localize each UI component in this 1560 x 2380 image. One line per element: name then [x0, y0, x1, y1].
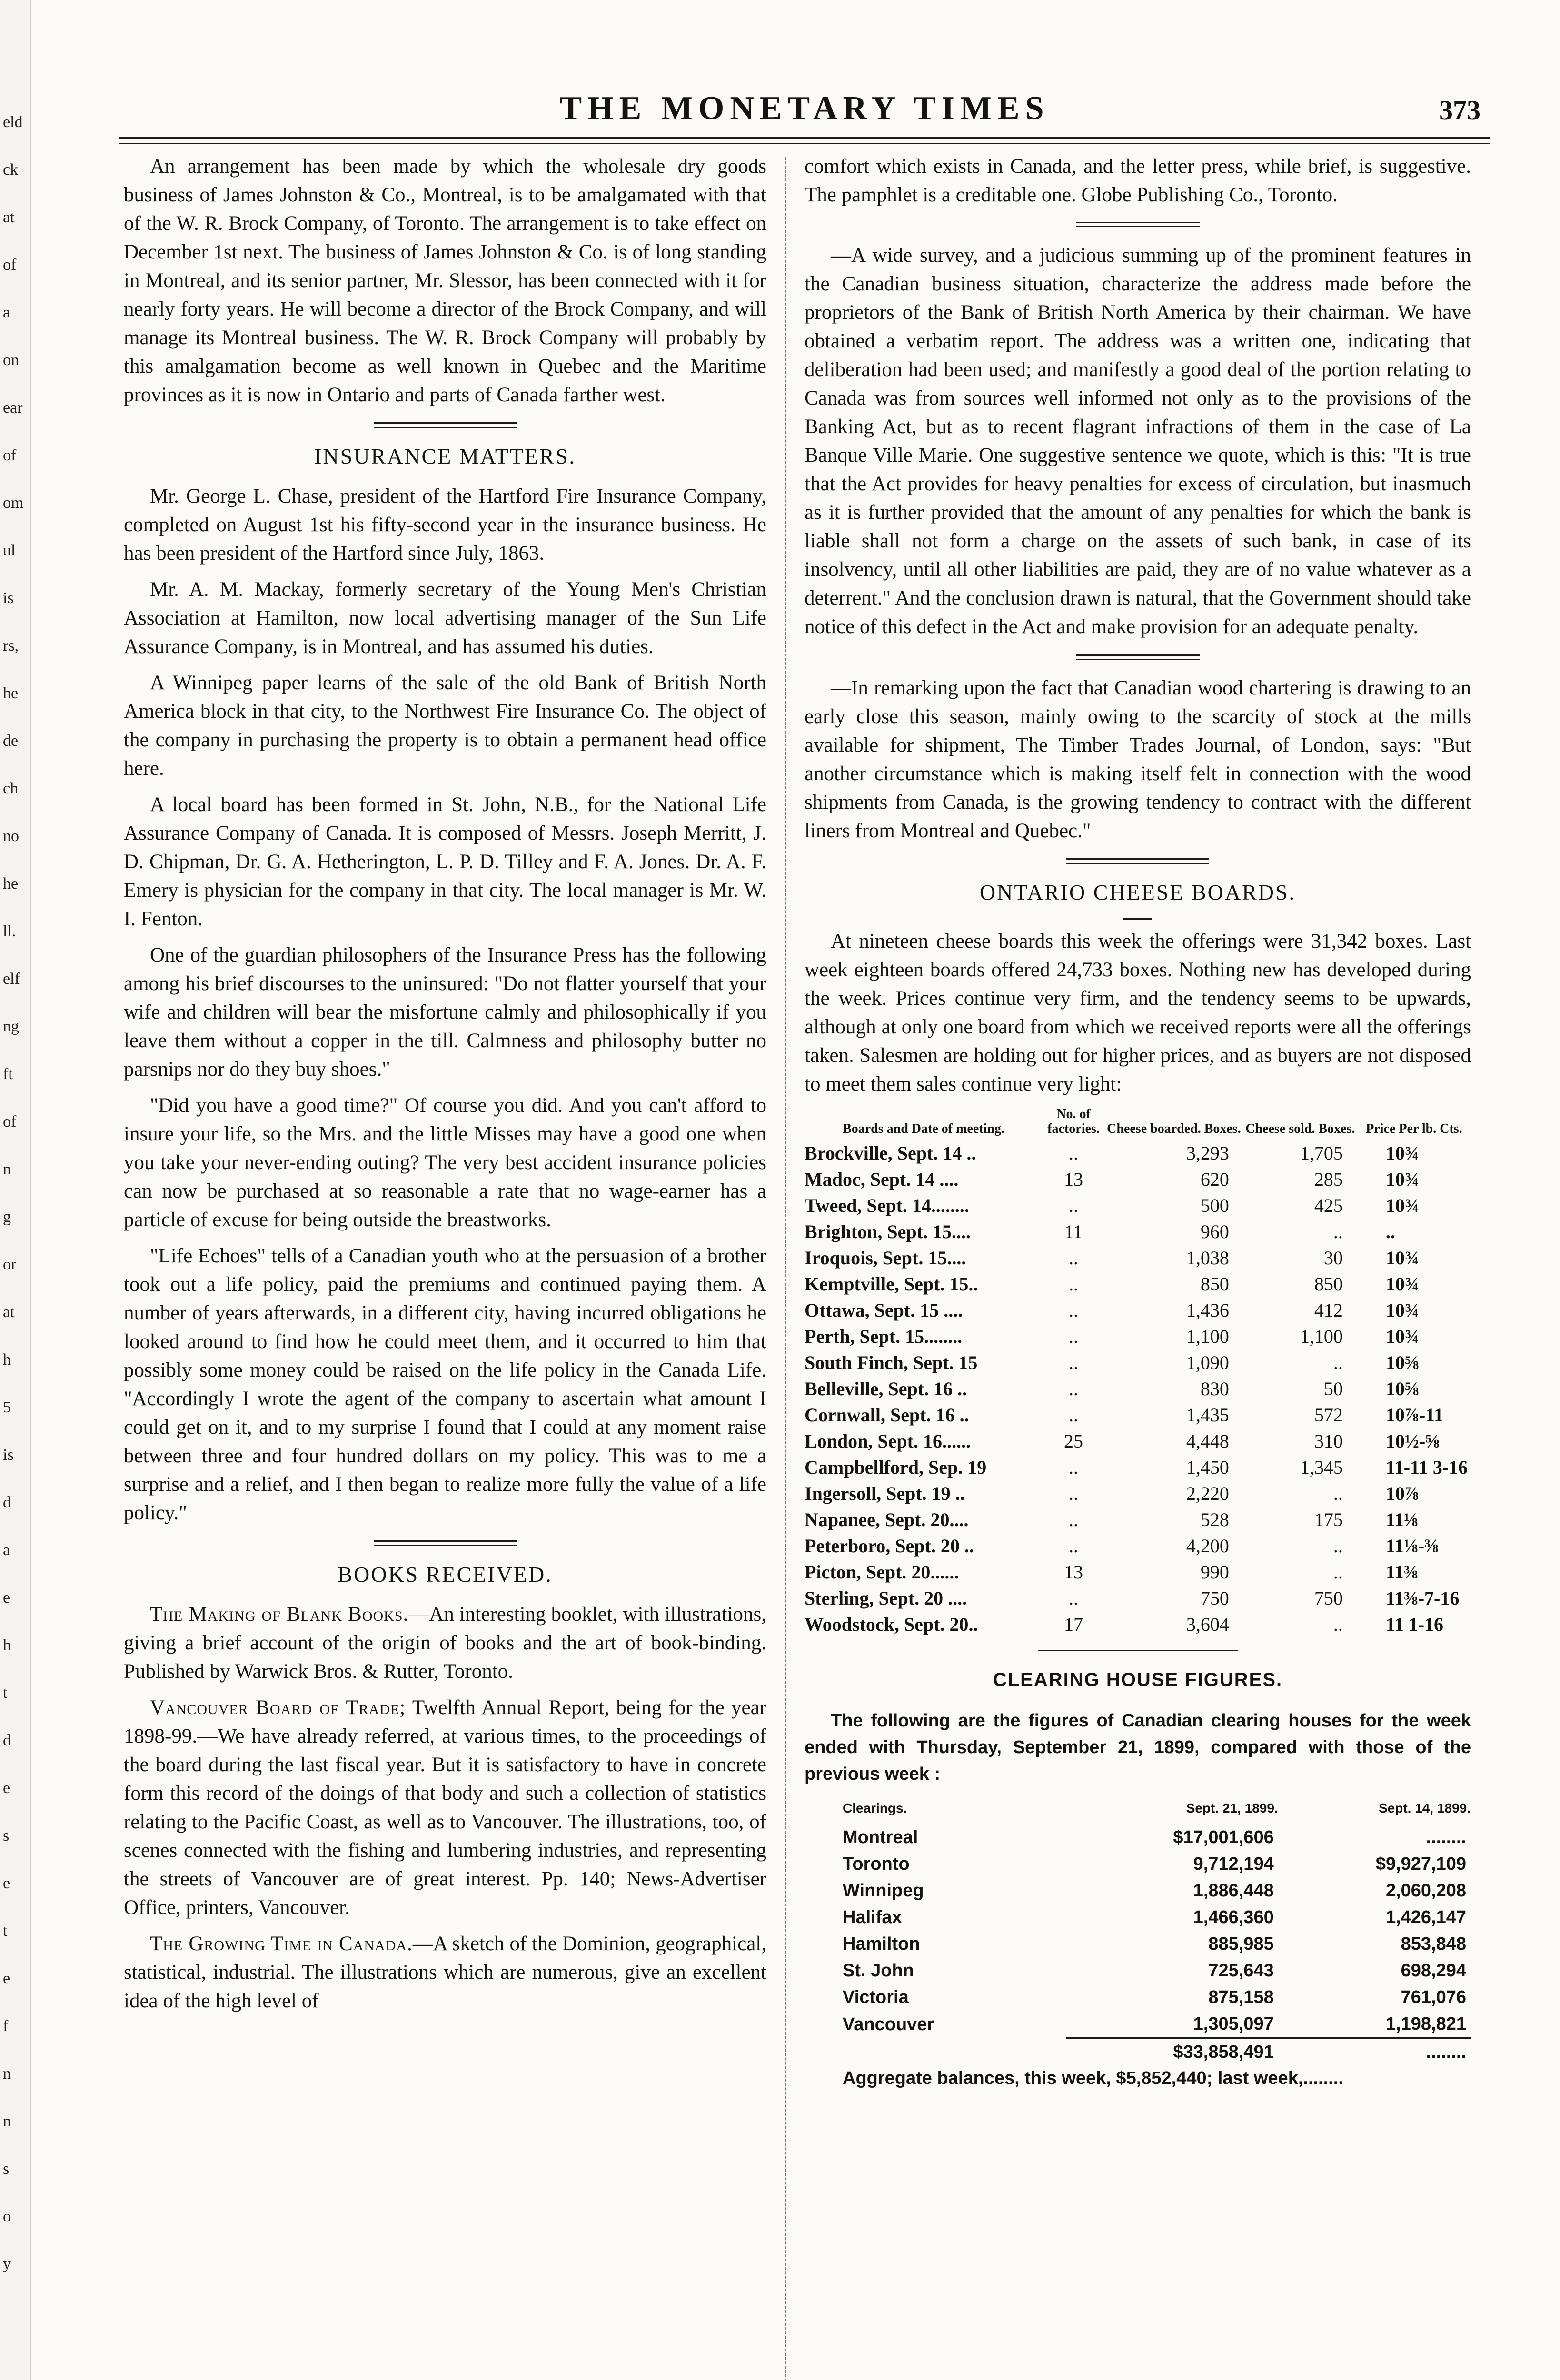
margin-fragment: y [3, 2255, 11, 2273]
margin-fragment: n [3, 1160, 11, 1178]
table-cell: 1,436 [1186, 1299, 1229, 1321]
section-rule-thin [1076, 659, 1200, 660]
table-cell: 698,294 [1401, 1961, 1466, 1981]
table-cell: Vancouver [843, 2014, 934, 2034]
table-cell: Halifax [843, 1907, 902, 1927]
table-row [805, 1984, 1471, 2011]
column-header: Clearings. [843, 1801, 907, 1815]
table-cell: Picton, Sept. 20...... [805, 1561, 959, 1583]
table-cell: 10¾ [1385, 1142, 1419, 1164]
margin-fragment: e [3, 1589, 10, 1606]
margin-fragment: d [3, 1732, 11, 1749]
table-cell: Peterboro, Sept. 20 .. [805, 1535, 974, 1557]
table-cell: 1,466,360 [1193, 1907, 1274, 1927]
table-row [805, 1454, 1471, 1480]
margin-fragment: d [3, 1494, 11, 1511]
clearing-house-heading: CLEARING HOUSE FIGURES. [993, 1669, 1283, 1690]
table-row [805, 1507, 1471, 1533]
table-cell: 10⅝ [1385, 1352, 1419, 1373]
adjacent-page-edge [0, 0, 31, 2380]
table-cell: Brockville, Sept. 14 .. [805, 1142, 976, 1164]
margin-fragment: he [3, 875, 19, 892]
margin-fragment: no [3, 827, 19, 845]
table-row [805, 1931, 1471, 1957]
table-cell: 750 [1200, 1587, 1229, 1609]
table-cell: 528 [1200, 1509, 1229, 1530]
margin-fragment: e [3, 1779, 10, 1797]
table-cell: 11 [1064, 1221, 1083, 1242]
table-cell: .. [1333, 1614, 1343, 1635]
table-cell: 885,985 [1208, 1934, 1274, 1954]
table-cell: 761,076 [1401, 1987, 1466, 2007]
table-cell: 1,100 [1186, 1326, 1229, 1347]
table-row [805, 1904, 1471, 1931]
table-cell: 1,886,448 [1193, 1881, 1274, 1901]
book-entry [124, 1600, 766, 1686]
brock-amalgamation-article: An arrangement has been made by which the wholesale dry goods business of James Johnston & Co., Montreal, is to be amalgamated with that of the W. R. Brock Company, of Toronto. The arrangement is to take effect on December 1st next. The business of James Johnston & Co. is of long standing in Montreal, and its senior partner, Mr. Slessor, has been connected with it for nearly forty years. He will become a director of the Brock Company, and will manage its Montreal business. The W. R. Brock Company will probably by this amalgamation become as well known in Quebec and the Maritime provinces as it is now in Ontario and parts of Canada farther west. [124, 155, 766, 406]
book-description: —A sketch of the Dominion, geographical, statistical, industrial. The illustrations which are numerous, give an excellent idea of the high level of [124, 1933, 766, 2012]
insurance-paragraph: Mr. George L. Chase, president of the Hartford Fire Insurance Company, completed on August 1st his fifty-second year in the insurance business. He has been president of the Hartford since July, 1863. [124, 485, 766, 565]
section-rule [374, 1540, 517, 1542]
table-cell: 11⅛ [1385, 1509, 1418, 1530]
table-cell: Napanee, Sept. 20.... [805, 1509, 969, 1530]
header-rule [119, 137, 1490, 139]
header-rule-thin [119, 143, 1490, 144]
column-divider [785, 157, 786, 2380]
table-cell: .. [1069, 1378, 1078, 1399]
table-cell: 425 [1314, 1195, 1343, 1216]
table-cell: 10⅞-11 [1385, 1404, 1444, 1426]
margin-fragment: n [3, 2112, 11, 2130]
table-cell: ........ [1426, 1827, 1466, 1847]
margin-fragment: eld [3, 113, 23, 131]
table-row [805, 1428, 1471, 1454]
margin-fragment: or [3, 1256, 17, 1273]
table-cell: 1,198,821 [1385, 2014, 1466, 2034]
margin-fragment: f [3, 2017, 9, 2035]
margin-fragment: o [3, 2208, 11, 2225]
table-cell: 1,705 [1300, 1142, 1343, 1164]
table-row [805, 1297, 1471, 1323]
table-cell: Toronto [843, 1854, 910, 1874]
table-row [805, 1559, 1471, 1585]
margin-fragment: s [3, 1827, 10, 1844]
table-cell: 1,450 [1186, 1457, 1229, 1478]
table-cell: Winnipeg [843, 1881, 924, 1901]
insurance-paragraph: A local board has been formed in St. John, N.B., for the National Life Assurance Company of Canada. It is composed of Messrs. Joseph Merritt, J. D. Chipman, Dr. G. A. Hetherington, L. P. D. Tilley and F. A. Jones. Dr. A. F. Emery is physician for the company in that city. The local manager is Mr. W. I. Fenton. [124, 793, 766, 930]
section-rule [374, 422, 517, 424]
table-cell: 11 1-16 [1385, 1614, 1444, 1635]
table-cell: 25 [1064, 1430, 1083, 1452]
section-rule [1076, 654, 1200, 656]
table-cell: .. [1333, 1483, 1343, 1504]
table-row [805, 2011, 1471, 2038]
table-cell: Montreal [843, 1827, 918, 1847]
section-rule [1066, 858, 1209, 860]
table-cell: 2,220 [1186, 1483, 1229, 1504]
table-cell: 850 [1200, 1273, 1229, 1295]
margin-fragment: ng [3, 1018, 19, 1035]
table-cell: 500 [1200, 1195, 1229, 1216]
column-header: Sept. 21, 1899. [1186, 1801, 1278, 1815]
margin-fragment: a [3, 1541, 10, 1559]
table-cell: .. [1069, 1587, 1078, 1609]
table-cell: $9,927,109 [1375, 1854, 1466, 1874]
insurance-matters-heading: INSURANCE MATTERS. [314, 444, 576, 468]
margin-fragment: elf [3, 970, 20, 988]
clearing-house-intro: The following are the figures of Canadian clearing houses for the week ended with Thursday, September 21, 1899, compared with those of the previous week : [805, 1711, 1471, 1784]
table-header-row [805, 1795, 1471, 1824]
cheese-boards-intro: At nineteen cheese boards this week the offerings were 31,342 boxes. Last week eighteen boards offered 24,733 boxes. Nothing new has developed during the week. Prices continue very firm, and the tendency seems to be upwards, although at only one board from which we received reports were all the offerings taken. Salesmen are holding out for higher prices, and as buyers are not disposed to meet them sales continue very light: [805, 930, 1471, 1095]
table-cell: 30 [1323, 1247, 1343, 1269]
table-cell: 285 [1314, 1169, 1343, 1190]
table-cell: Hamilton [843, 1934, 920, 1954]
margin-fragment: h [3, 1636, 11, 1654]
table-cell: Kemptville, Sept. 15.. [805, 1273, 978, 1295]
aggregate-balances: Aggregate balances, this week, $5,852,440; last week,........ [843, 2068, 1343, 2088]
table-cell: 10½-⅝ [1385, 1430, 1440, 1452]
table-cell: .. [1069, 1483, 1078, 1504]
table-cell: .. [1069, 1404, 1078, 1426]
table-cell: Ottawa, Sept. 15 .... [805, 1299, 963, 1321]
margin-fragment: ft [3, 1065, 13, 1083]
table-cell: .. [1333, 1561, 1343, 1583]
table-cell: $17,001,606 [1173, 1827, 1274, 1847]
table-cell: 830 [1200, 1378, 1229, 1399]
table-cell: 10¾ [1385, 1195, 1419, 1216]
table-cell: $33,858,491 [1066, 2038, 1279, 2066]
table-cell: 10¾ [1385, 1169, 1419, 1190]
book-description: —An interesting booklet, with illustrations, giving a brief account of the origin of books and the art of book-binding. Published by Warwick Bros. & Rutter, Toronto. [124, 1603, 766, 1683]
table-cell: 620 [1200, 1169, 1229, 1190]
table-cell: 725,643 [1208, 1961, 1274, 1981]
table-cell: .. [1069, 1299, 1078, 1321]
table-cell: 960 [1200, 1221, 1229, 1242]
table-cell: .. [1069, 1457, 1078, 1478]
table-cell: .. [1385, 1221, 1395, 1242]
table-cell: Perth, Sept. 15........ [805, 1326, 963, 1347]
section-rule-thin [374, 1545, 517, 1546]
table-cell: 572 [1314, 1404, 1343, 1426]
table-cell: .. [1069, 1352, 1078, 1373]
margin-fragment: on [3, 351, 19, 369]
table-row [805, 1533, 1471, 1559]
left-column [124, 152, 766, 2023]
margin-fragment: of [3, 256, 17, 274]
table-cell: London, Sept. 16...... [805, 1430, 971, 1452]
table-cell: Brighton, Sept. 15.... [805, 1221, 971, 1242]
margin-fragment: of [3, 446, 17, 464]
table-cell: .. [1069, 1273, 1078, 1295]
insurance-paragraph: One of the guardian philosophers of the Insurance Press has the following among his brief discourses to the uninsured: "Do not flatter yourself that your wife and children will bear the misfortune calmly and philosophically if you leave them without a copper in the till. Calmness and philosophy butter no parsnips nor do they buy shoes." [124, 944, 766, 1081]
table-cell: .. [1069, 1247, 1078, 1269]
table-cell: 1,345 [1300, 1457, 1343, 1478]
table-cell: St. John [843, 1961, 914, 1981]
table-cell: 412 [1314, 1299, 1343, 1321]
table-cell: 1,305,097 [1193, 2014, 1274, 2034]
margin-fragment: is [3, 589, 14, 607]
table-cell: 10¾ [1385, 1247, 1419, 1269]
margin-fragment: n [3, 2065, 11, 2082]
table-cell: 4,448 [1186, 1430, 1229, 1452]
books-continuation: comfort which exists in Canada, and the letter press, while brief, is suggestive. The pamphlet is a creditable one. Globe Publishing Co., Toronto. [805, 155, 1471, 206]
section-rule [1076, 222, 1200, 223]
page-number: 373 [1439, 95, 1481, 126]
table-cell: Madoc, Sept. 14 .... [805, 1169, 959, 1190]
table-cell: 850 [1314, 1273, 1343, 1295]
table-cell: 1,426,147 [1385, 1907, 1466, 1927]
table-cell: 10¾ [1385, 1273, 1419, 1295]
table-row [805, 1611, 1471, 1637]
column-header: Price Per lb. Cts. [1366, 1121, 1462, 1136]
cheese-boards-heading: ONTARIO CHEESE BOARDS. [979, 880, 1296, 904]
table-row [805, 1376, 1471, 1402]
table-cell: 10¾ [1385, 1326, 1419, 1347]
section-rule-thin [1076, 226, 1200, 227]
margin-fragment: he [3, 684, 19, 702]
table-cell: South Finch, Sept. 15 [805, 1352, 978, 1373]
table-cell: 11-11 3-16 [1385, 1457, 1468, 1478]
table-cell: 4,200 [1186, 1535, 1229, 1557]
table-cell: Campbellford, Sep. 19 [805, 1457, 987, 1478]
margin-fragment: s [3, 2160, 10, 2178]
section-rule [1038, 1650, 1238, 1651]
table-cell: 3,604 [1186, 1614, 1229, 1635]
table-cell: ........ [1279, 2038, 1471, 2066]
table-cell: Cornwall, Sept. 16 .. [805, 1404, 969, 1426]
table-cell: 10⅞ [1385, 1483, 1419, 1504]
book-description: Twelfth Annual Report, being for the year 1898-99.—We have already referred, at various times, to the proceedings of the board during the last fiscal year. But it is satisfactory to have in concrete form this record of the doings of that body and such a collection of statistics relating to the Pacific Coast, as well as to Vancouver. The illustrations, too, of scenes connected with the fishing and lumbering industries, and representing the streets of Vancouver are of great interest. Pp. 140; News-Advertiser Office, printers, Vancouver. [124, 1696, 767, 1919]
margin-fragment: 5 [3, 1398, 11, 1416]
heading-dash [1123, 918, 1152, 920]
table-cell: 10¾ [1385, 1299, 1419, 1321]
book-entry [124, 1930, 766, 2015]
table-cell: Tweed, Sept. 14........ [805, 1195, 969, 1216]
table-cell: .. [1069, 1509, 1078, 1530]
table-row [805, 1877, 1471, 1904]
margin-fragment: ear [3, 399, 23, 416]
table-row [805, 1851, 1471, 1877]
table-cell: 1,090 [1186, 1352, 1229, 1373]
table-cell: 3,293 [1186, 1142, 1229, 1164]
table-cell: 875,158 [1208, 1987, 1274, 2007]
margin-fragment: de [3, 732, 19, 750]
margin-fragment: rs, [3, 637, 19, 654]
page-header [119, 89, 1490, 132]
table-cell: Iroquois, Sept. 15.... [805, 1247, 966, 1269]
cheese-boards-table [805, 1106, 1471, 1637]
margin-fragment: e [3, 1874, 10, 1892]
table-cell: 11⅜-7-16 [1385, 1587, 1460, 1609]
publication-title: THE MONETARY TIMES [559, 90, 1050, 127]
table-cell: 11⅜ [1385, 1561, 1418, 1583]
insurance-paragraph: A Winnipeg paper learns of the sale of the old Bank of British North America block in that city, to the Northwest Fire Insurance Co. The object of the company in purchasing the property is to obtain a permanent head office here. [124, 672, 766, 780]
table-cell: Belleville, Sept. 16 .. [805, 1378, 967, 1399]
table-cell: 1,100 [1300, 1326, 1343, 1347]
margin-fragment: a [3, 304, 10, 321]
table-row [805, 1219, 1471, 1245]
table-row [805, 1166, 1471, 1192]
table-cell: 13 [1064, 1561, 1083, 1583]
margin-fragment: t [3, 1922, 8, 1940]
margin-fragment: ck [3, 161, 19, 178]
book-title: The Growing Time in Canada. [150, 1933, 413, 1955]
right-column [805, 152, 1471, 2091]
table-cell: .. [1333, 1352, 1343, 1373]
table-header-row [805, 1106, 1471, 1140]
table-cell: Ingersoll, Sept. 19 .. [805, 1483, 965, 1504]
table-cell: 750 [1314, 1587, 1343, 1609]
margin-fragment: ch [3, 780, 19, 797]
margin-fragment: t [3, 1684, 8, 1702]
table-row [805, 1402, 1471, 1428]
books-received-heading: BOOKS RECEIVED. [338, 1562, 553, 1587]
table-cell: 175 [1314, 1509, 1343, 1530]
table-row [805, 1824, 1471, 1851]
table-cell: 13 [1064, 1169, 1083, 1190]
table-cell: 10⅝ [1385, 1378, 1419, 1399]
table-cell: Victoria [843, 1987, 909, 2007]
table-row [805, 1480, 1471, 1507]
margin-fragment: ll. [3, 922, 16, 940]
table-cell: .. [1069, 1326, 1078, 1347]
margin-fragment: ul [3, 542, 16, 559]
column-header: Cheese sold. Boxes. [1245, 1121, 1355, 1136]
table-cell: 50 [1323, 1378, 1343, 1399]
table-cell: .. [1333, 1535, 1343, 1557]
table-cell: .. [1069, 1142, 1078, 1164]
table-cell: 853,848 [1401, 1934, 1466, 1954]
table-cell: 1,435 [1186, 1404, 1229, 1426]
table-cell: .. [1333, 1221, 1343, 1242]
table-cell [805, 2038, 1066, 2066]
column-header: Boards and Date of meeting. [843, 1121, 1004, 1136]
table-cell: 9,712,194 [1193, 1854, 1274, 1874]
table-row [805, 1245, 1471, 1271]
table-cell: 11⅛-⅜ [1385, 1535, 1439, 1557]
table-row [805, 1140, 1471, 1166]
column-header: Sept. 14, 1899. [1378, 1801, 1471, 1815]
table-row [805, 1957, 1471, 1984]
insurance-paragraph: "Life Echoes" tells of a Canadian youth who at the persuasion of a brother took out a life policy, paid the premiums and continued paying them. A number of years afterwards, in a different city, having incurred obligations he looked around to find how he could meet them, and it occurred to him that possibly some money could be raised on the life policy in the Canada Life. "Accordingly I wrote the agent of the company to ascertain what amount I could get on it, and to my surprise I found that I could at any moment raise between three and four hundred dollars on my policy. This was to me a surprise and a relief, and I then began to realize more fully the value of a life policy." [124, 1245, 766, 1524]
table-cell: 310 [1314, 1430, 1343, 1452]
table-cell: .. [1069, 1195, 1078, 1216]
section-rule-thin [1066, 863, 1209, 864]
column-header: Cheese boarded. Boxes. [1107, 1121, 1241, 1136]
table-cell: 990 [1200, 1561, 1229, 1583]
insurance-paragraph: Mr. A. M. Mackay, formerly secretary of the Young Men's Christian Association at Hamilton, now local advertising manager of the Sun Life Assurance Company, is in Montreal, and has assumed his duties. [124, 578, 766, 658]
table-row [805, 1585, 1471, 1611]
margin-fragment: e [3, 1970, 10, 1987]
table-cell: .. [1069, 1535, 1078, 1557]
margin-fragment: is [3, 1446, 14, 1464]
margin-fragment: at [3, 1303, 15, 1321]
table-total-row [805, 2038, 1471, 2066]
insurance-paragraph: "Did you have a good time?" Of course you did. And you can't afford to insure your life, so the Mrs. and the little Misses may have a good one when you take your never-ending outing? The very best accident insurance policies can now be purchased at so reasonable a rate that no wage-earner has a particle of excuse for being outside the breastworks. [124, 1094, 766, 1231]
margin-fragment: h [3, 1351, 11, 1368]
table-cell: Sterling, Sept. 20 .... [805, 1587, 967, 1609]
table-row [805, 1271, 1471, 1297]
table-cell: 17 [1064, 1614, 1083, 1635]
book-entry [124, 1694, 766, 1922]
bank-of-british-north-america-paragraph: —A wide survey, and a judicious summing up of the prominent features in the Canadian business situation, characterize the address made before the proprietors of the Bank of British North America by their chairman. We have obtained a verbatim report. The address was a written one, indicating that deliberation had been used; and manifestly a good deal of the portion relating to Canada was from sources well informed not only as to the provisions of the Banking Act, but as to recent flagrant infractions of them in the case of La Banque Ville Marie. One suggestive sentence we quote, which is this: "It is true that the Act provides for heavy penalties for excess of circulation, but inasmuch as it is further provided that the amount of any penalties for which the bank is liable shall not form a charge on the assets of such bank, in case of its insolvency, until all other liabilities are paid, they are of no value whatever as a deterrent." And the conclusion drawn is natural, that the Government should take notice of this defect in the Act and make provision for an adequate penalty. [805, 244, 1471, 638]
wood-chartering-paragraph: —In remarking upon the fact that Canadian wood chartering is drawing to an early close this season, mainly owing to the scarcity of stock at the mills available for shipment, The Timber Trades Journal, of London, says: "But another circumstance which is making itself felt in connection with the wood shipments from Canada, is the growing tendency to contract with the different liners from Montreal and Quebec." [805, 677, 1471, 842]
column-header: No. of factories. [1047, 1107, 1100, 1136]
margin-fragment: at [3, 208, 15, 226]
table-row [805, 1323, 1471, 1349]
margin-fragment: g [3, 1208, 11, 1226]
table-cell: 1,038 [1186, 1247, 1229, 1269]
book-title: Vancouver Board of Trade; [150, 1696, 406, 1719]
book-title: The Making of Blank Books. [150, 1603, 409, 1626]
section-rule-thin [374, 427, 517, 428]
table-cell: Woodstock, Sept. 20.. [805, 1614, 978, 1635]
table-row [805, 1349, 1471, 1376]
clearing-house-table [805, 1795, 1471, 2065]
margin-fragment: of [3, 1113, 17, 1130]
table-cell: 2,060,208 [1385, 1881, 1466, 1901]
table-row [805, 1192, 1471, 1219]
margin-fragment: om [3, 494, 24, 512]
